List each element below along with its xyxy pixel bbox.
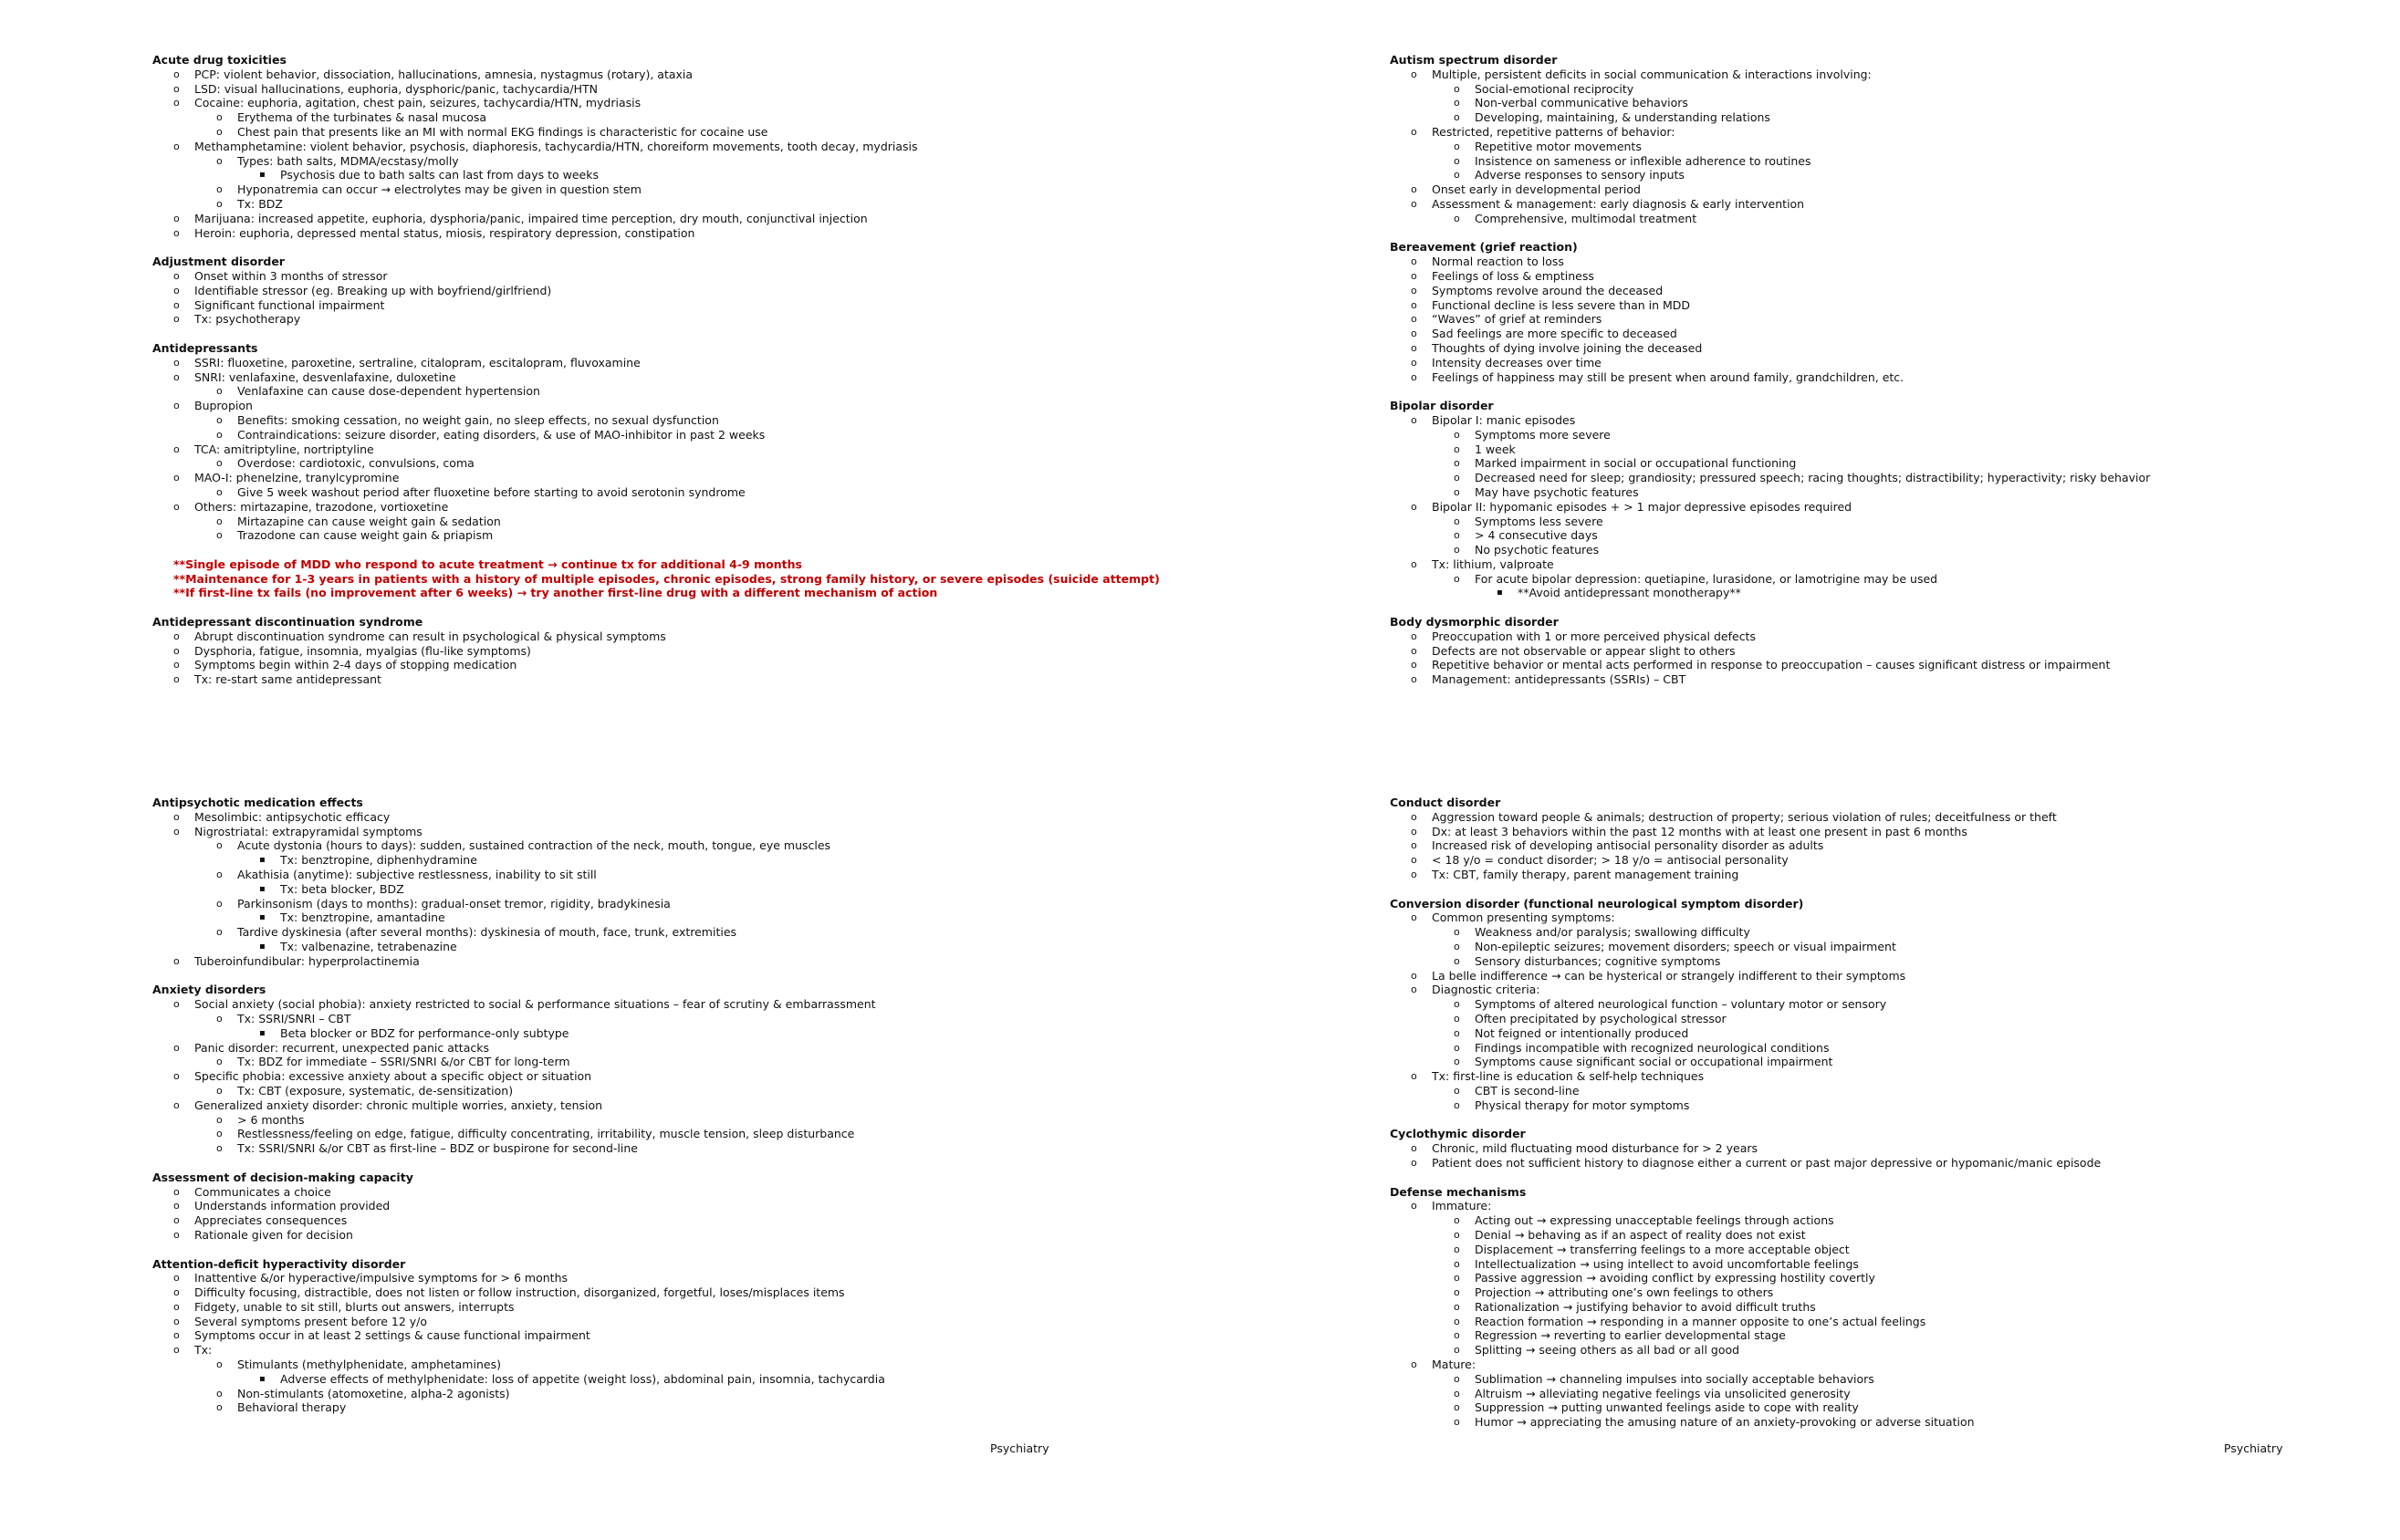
bullet-item: o Common presenting symptoms:	[1390, 910, 2375, 925]
bullet-item: o Symptoms cause significant social or occupational impairment	[1390, 1055, 2375, 1069]
bullet-item: o Symptoms less severe	[1390, 515, 2375, 529]
bullet-item: o Marked impairment in social or occupational functioning	[1390, 456, 2375, 471]
bullet-item: o Restlessness/feeling on edge, fatigue, difficulty concentrating, irritability, muscle tension, sleep disturbance	[152, 1127, 1339, 1141]
bullet-item: o Panic disorder: recurrent, unexpected panic attacks	[152, 1041, 1339, 1056]
bullet-item: o Projection → attributing one’s own feelings to others	[1390, 1285, 2375, 1300]
bullet-item: o Management: antidepressants (SSRIs) – CBT	[1390, 672, 2375, 687]
bullet-item: o Suppression → putting unwanted feelings aside to cope with reality	[1390, 1400, 2375, 1415]
section-heading: Adjustment disorder	[152, 255, 285, 269]
note-line: **Single episode of MDD who respond to acute treatment → continue tx for additional 4-9 months	[173, 557, 802, 571]
bullet-item: o Displacement → transferring feelings to a more acceptable object	[1390, 1243, 2375, 1257]
bullet-item: o Heroin: euphoria, depressed mental status, miosis, respiratory depression, constipation	[152, 226, 1339, 241]
bullet-item: o Diagnostic criteria:	[1390, 983, 2375, 997]
bullet-item: o Dx: at least 3 behaviors within the past 12 months with at least one present in past 6 months	[1390, 825, 2375, 839]
bullet-item: o Patient does not sufficient history to diagnose either a current or past major depressive or hypomanic/manic episode	[1390, 1156, 2375, 1171]
bullet-item: ▪ **Avoid antidepressant monotherapy**	[1390, 586, 2375, 600]
bullet-item: o Contraindications: seizure disorder, eating disorders, & use of MAO-inhibitor in past 2 weeks	[152, 428, 1339, 442]
bullet-item: o > 6 months	[152, 1113, 1339, 1128]
bullet-item: o Often precipitated by psychological stressor	[1390, 1012, 2375, 1026]
bullet-item: o Tx: CBT, family therapy, parent management training	[1390, 868, 2375, 882]
bullet-item: o Non-verbal communicative behaviors	[1390, 96, 2375, 110]
topic-section	[1390, 796, 2375, 882]
section-heading: Bereavement (grief reaction)	[1390, 240, 1578, 255]
bullet-item: o Developing, maintaining, & understanding relations	[1390, 110, 2375, 125]
bullet-item: o Regression → reverting to earlier developmental stage	[1390, 1328, 2375, 1343]
bullet-item: o Communicates a choice	[152, 1185, 1339, 1200]
section-heading: Body dysmorphic disorder	[1390, 615, 1559, 630]
topic-section	[152, 796, 1339, 969]
bullet-item: o Nigrostriatal: extrapyramidal symptoms	[152, 825, 1339, 839]
section-heading: Antipsychotic medication effects	[152, 796, 363, 809]
section-heading: Conduct disorder	[1390, 796, 1501, 809]
bullet-item: o Give 5 week washout period after fluoxetine before starting to avoid serotonin syndrome	[152, 485, 1339, 500]
bullet-item: o SSRI: fluoxetine, paroxetine, sertraline, citalopram, escitalopram, fluvoxamine	[152, 356, 1339, 370]
bullet-item: o Not feigned or intentionally produced	[1390, 1026, 2375, 1041]
bullet-item: o Sad feelings are more specific to deceased	[1390, 327, 2375, 341]
bullet-item: o LSD: visual hallucinations, euphoria, dysphoric/panic, tachycardia/HTN	[152, 82, 1339, 97]
bullet-item: o Tx: first-line is education & self-help techniques	[1390, 1069, 2375, 1084]
page-bottom-right	[1390, 796, 2375, 1444]
bullet-item: o Mirtazapine can cause weight gain & sedation	[152, 515, 1339, 529]
bullet-item: o Tx: BDZ	[152, 197, 1339, 212]
bullet-item: o Tx: re-start same antidepressant	[152, 672, 1339, 687]
bullet-item: o Tardive dyskinesia (after several months): dyskinesia of mouth, face, trunk, extremities	[152, 925, 1339, 940]
bullet-item: ▪ Tx: valbenazine, tetrabenazine	[152, 940, 1339, 954]
bullet-item: ▪ Adverse effects of methylphenidate: loss of appetite (weight loss), abdominal pain, insomnia, tachycardia	[152, 1372, 1339, 1387]
section-heading: Acute drug toxicities	[152, 53, 287, 67]
bullet-item: o Several symptoms present before 12 y/o	[152, 1315, 1339, 1329]
bullet-item: o Acting out → expressing unacceptable feelings through actions	[1390, 1213, 2375, 1228]
bullet-item: o Fidgety, unable to sit still, blurts out answers, interrupts	[152, 1300, 1339, 1315]
bullet-item: o Tx:	[152, 1343, 1339, 1358]
bullet-item: o Repetitive behavior or mental acts performed in response to preoccupation – causes significant distress or impairment	[1390, 658, 2375, 672]
section-heading: Conversion disorder (functional neurological symptom disorder)	[1390, 896, 1804, 910]
note-line: **If first-line tx fails (no improvement after 6 weeks) → try another first-line drug with a different mechanism of action	[173, 586, 938, 600]
bullet-item: o Aggression toward people & animals; destruction of property; serious violation of rules; deceitfulness or theft	[1390, 810, 2375, 825]
bullet-item: o Tx: SSRI/SNRI – CBT	[152, 1012, 1339, 1026]
bullet-item: o Weakness and/or paralysis; swallowing difficulty	[1390, 925, 2375, 940]
bullet-item: o Reaction formation → responding in a manner opposite to one’s actual feelings	[1390, 1315, 2375, 1329]
bullet-item: o Generalized anxiety disorder: chronic multiple worries, anxiety, tension	[152, 1098, 1339, 1113]
topic-section	[1390, 1127, 2375, 1170]
bullet-item: o Types: bath salts, MDMA/ecstasy/molly	[152, 154, 1339, 169]
bullet-item: o Venlafaxine can cause dose-dependent hypertension	[152, 384, 1339, 399]
topic-section	[152, 1171, 1339, 1243]
bullet-item: o Understands information provided	[152, 1199, 1339, 1213]
bullet-item: ▪ Psychosis due to bath salts can last from days to weeks	[152, 168, 1339, 182]
bullet-item: o Sensory disturbances; cognitive symptoms	[1390, 954, 2375, 969]
bullet-item: o Erythema of the turbinates & nasal mucosa	[152, 110, 1339, 125]
topic-section	[1390, 615, 2375, 687]
bullet-item: o Passive aggression → avoiding conflict by expressing hostility covertly	[1390, 1271, 2375, 1285]
bullet-item: o Trazodone can cause weight gain & priapism	[152, 528, 1339, 543]
section-heading: Anxiety disorders	[152, 983, 266, 997]
bullet-item: o Chest pain that presents like an MI with normal EKG findings is characteristic for cocaine use	[152, 125, 1339, 140]
bullet-item: ▪ Tx: benztropine, amantadine	[152, 910, 1339, 925]
topic-section	[152, 341, 1339, 543]
topic-section	[1390, 897, 2375, 1113]
bullet-item: o Stimulants (methylphenidate, amphetamines)	[152, 1358, 1339, 1372]
bullet-item: o Tx: CBT (exposure, systematic, de-sensitization)	[152, 1084, 1339, 1098]
topic-section	[152, 1257, 1339, 1416]
bullet-item: o CBT is second-line	[1390, 1084, 2375, 1098]
bullet-item: o Comprehensive, multimodal treatment	[1390, 212, 2375, 226]
section-heading: Autism spectrum disorder	[1390, 53, 1558, 67]
section-heading: Assessment of decision-making capacity	[152, 1170, 413, 1184]
topic-section	[1390, 240, 2375, 384]
bullet-item: o Bipolar I: manic episodes	[1390, 413, 2375, 428]
bullet-item: o Bupropion	[152, 399, 1339, 413]
bullet-item: o Restricted, repetitive patterns of behavior:	[1390, 125, 2375, 140]
bullet-item: o Tx: SSRI/SNRI &/or CBT as first-line – BDZ or buspirone for second-line	[152, 1141, 1339, 1156]
bullet-item: o Chronic, mild fluctuating mood disturbance for > 2 years	[1390, 1141, 2375, 1156]
bullet-item: o Others: mirtazapine, trazodone, vortioxetine	[152, 500, 1339, 515]
topic-section	[152, 53, 1339, 240]
bullet-item: o Intellectualization → using intellect to avoid uncomfortable feelings	[1390, 1257, 2375, 1272]
bullet-item: o Thoughts of dying involve joining the deceased	[1390, 341, 2375, 356]
topic-section	[1390, 1185, 2375, 1431]
bullet-item: o Altruism → alleviating negative feelings via unsolicited generosity	[1390, 1387, 2375, 1401]
bullet-item: o Specific phobia: excessive anxiety about a specific object or situation	[152, 1069, 1339, 1084]
bullet-item: o MAO-I: phenelzine, tranylcypromine	[152, 471, 1339, 485]
bullet-item: o Assessment & management: early diagnosis & early intervention	[1390, 197, 2375, 212]
bullet-item: o Akathisia (anytime): subjective restlessness, inability to sit still	[152, 868, 1339, 882]
bullet-item: o Onset early in developmental period	[1390, 182, 2375, 197]
section-heading: Defense mechanisms	[1390, 1184, 1527, 1199]
bullet-item: o < 18 y/o = conduct disorder; > 18 y/o = antisocial personality	[1390, 853, 2375, 868]
bullet-item: o Findings incompatible with recognized neurological conditions	[1390, 1041, 2375, 1056]
bullet-item: o Intensity decreases over time	[1390, 356, 2375, 370]
bullet-item: o Non-epileptic seizures; movement disorders; speech or visual impairment	[1390, 940, 2375, 954]
footer-label: Psychiatry	[990, 1441, 1049, 1455]
bullet-item: o Splitting → seeing others as all bad or all good	[1390, 1343, 2375, 1358]
bullet-item: o Physical therapy for motor symptoms	[1390, 1098, 2375, 1113]
bullet-item: o TCA: amitriptyline, nortriptyline	[152, 442, 1339, 457]
bullet-item: o Tx: psychotherapy	[152, 312, 1339, 327]
bullet-item: o Symptoms of altered neurological function – voluntary motor or sensory	[1390, 997, 2375, 1012]
bullet-item: o > 4 consecutive days	[1390, 528, 2375, 543]
bullet-item: o May have psychotic features	[1390, 485, 2375, 500]
bullet-item: o 1 week	[1390, 442, 2375, 457]
bullet-item: o Preoccupation with 1 or more perceived physical defects	[1390, 630, 2375, 644]
topic-section	[152, 255, 1339, 327]
section-heading: Antidepressants	[152, 340, 258, 355]
bullet-item: o Cocaine: euphoria, agitation, chest pain, seizures, tachycardia/HTN, mydriasis	[152, 96, 1339, 110]
note-line: **Maintenance for 1-3 years in patients with a history of multiple episodes, chronic episodes, strong family history, or severe episodes (suicide attempt)	[173, 571, 1160, 586]
bullet-item: o Multiple, persistent deficits in social communication & interactions involving:	[1390, 68, 2375, 82]
bullet-item: o Tx: lithium, valproate	[1390, 557, 2375, 572]
bullet-item: o Humor → appreciating the amusing nature of an anxiety-provoking or adverse situation	[1390, 1415, 2375, 1430]
footer-label: Psychiatry	[2224, 1441, 2283, 1455]
bullet-item: o Increased risk of developing antisocial personality disorder as adults	[1390, 838, 2375, 853]
bullet-item: o Normal reaction to loss	[1390, 255, 2375, 269]
bullet-item: o Methamphetamine: violent behavior, psychosis, diaphoresis, tachycardia/HTN, choreiform movements, tooth decay, mydriasis	[152, 140, 1339, 154]
page-bottom-left	[152, 796, 1339, 1430]
bullet-item: o Difficulty focusing, distractible, does not listen or follow instruction, disorganized, forgetful, loses/misplaces items	[152, 1285, 1339, 1300]
bullet-item: o Repetitive motor movements	[1390, 140, 2375, 154]
bullet-item: o PCP: violent behavior, dissociation, hallucinations, amnesia, nystagmus (rotary), ataxia	[152, 68, 1339, 82]
bullet-item: ▪ Tx: beta blocker, BDZ	[152, 882, 1339, 897]
topic-section	[152, 615, 1339, 687]
section-heading: Bipolar disorder	[1390, 399, 1494, 413]
topic-section	[1390, 399, 2375, 600]
bullet-item: o Significant functional impairment	[152, 298, 1339, 313]
bullet-item: o Onset within 3 months of stressor	[152, 269, 1339, 284]
section-heading: Cyclothymic disorder	[1390, 1127, 1526, 1141]
bullet-item: ▪ Tx: benztropine, diphenhydramine	[152, 853, 1339, 868]
bullet-item: o Identifiable stressor (eg. Breaking up with boyfriend/girlfriend)	[152, 284, 1339, 298]
bullet-item: o SNRI: venlafaxine, desvenlafaxine, duloxetine	[152, 370, 1339, 385]
bullet-item: ▪ Beta blocker or BDZ for performance-only subtype	[152, 1026, 1339, 1041]
page-top-right	[1390, 53, 2375, 702]
clinical-notes	[152, 557, 1339, 600]
bullet-item: o Social-emotional reciprocity	[1390, 82, 2375, 97]
bullet-item: o Social anxiety (social phobia): anxiety restricted to social & performance situations – fear of scrutiny & embarrassment	[152, 997, 1339, 1012]
bullet-item: o Non-stimulants (atomoxetine, alpha-2 agonists)	[152, 1387, 1339, 1401]
bullet-item: o Tuberoinfundibular: hyperprolactinemia	[152, 954, 1339, 969]
bullet-item: o Hyponatremia can occur → electrolytes may be given in question stem	[152, 182, 1339, 197]
bullet-item: o Symptoms more severe	[1390, 428, 2375, 442]
bullet-item: o Marijuana: increased appetite, euphoria, dysphoria/panic, impaired time perception, dry mouth, conjunctival injection	[152, 212, 1339, 226]
bullet-item: o “Waves” of grief at reminders	[1390, 312, 2375, 327]
bullet-item: o Feelings of happiness may still be present when around family, grandchildren, etc.	[1390, 370, 2375, 385]
bullet-item: o Symptoms revolve around the deceased	[1390, 284, 2375, 298]
bullet-item: o Mesolimbic: antipsychotic efficacy	[152, 810, 1339, 825]
bullet-item: o Behavioral therapy	[152, 1400, 1339, 1415]
bullet-item: o Inattentive &/or hyperactive/impulsive symptoms for > 6 months	[152, 1271, 1339, 1285]
bullet-item: o Tx: BDZ for immediate – SSRI/SNRI &/or CBT for long-term	[152, 1055, 1339, 1069]
bullet-item: o For acute bipolar depression: quetiapine, lurasidone, or lamotrigine may be used	[1390, 572, 2375, 587]
bullet-item: o Mature:	[1390, 1358, 2375, 1372]
bullet-item: o Dysphoria, fatigue, insomnia, myalgias (flu-like symptoms)	[152, 644, 1339, 659]
topic-section	[1390, 53, 2375, 226]
bullet-item: o Feelings of loss & emptiness	[1390, 269, 2375, 284]
bullet-item: o No psychotic features	[1390, 543, 2375, 557]
bullet-item: o Insistence on sameness or inflexible adherence to routines	[1390, 154, 2375, 169]
bullet-item: o Benefits: smoking cessation, no weight gain, no sleep effects, no sexual dysfunction	[152, 413, 1339, 428]
section-heading: Antidepressant discontinuation syndrome	[152, 615, 423, 630]
bullet-item: o Symptoms occur in at least 2 settings & cause functional impairment	[152, 1328, 1339, 1343]
bullet-item: o Defects are not observable or appear slight to others	[1390, 644, 2375, 659]
bullet-item: o Acute dystonia (hours to days): sudden, sustained contraction of the neck, mouth, tongue, eye muscles	[152, 838, 1339, 853]
section-heading: Attention-deficit hyperactivity disorder	[152, 1256, 406, 1271]
bullet-item: o Adverse responses to sensory inputs	[1390, 168, 2375, 182]
bullet-item: o Sublimation → channeling impulses into socially acceptable behaviors	[1390, 1372, 2375, 1387]
bullet-item: o Immature:	[1390, 1199, 2375, 1213]
bullet-item: o Bipolar II: hypomanic episodes + > 1 major depressive episodes required	[1390, 500, 2375, 515]
bullet-item: o Decreased need for sleep; grandiosity; pressured speech; racing thoughts; distractibility; hyperactivity; risky behavior	[1390, 471, 2375, 485]
bullet-item: o Overdose: cardiotoxic, convulsions, coma	[152, 456, 1339, 471]
page-top-left	[152, 53, 1339, 702]
bullet-item: o Symptoms begin within 2-4 days of stopping medication	[152, 658, 1339, 672]
bullet-item: o La belle indifference → can be hysterical or strangely indifferent to their symptoms	[1390, 969, 2375, 983]
bullet-item: o Denial → behaving as if an aspect of reality does not exist	[1390, 1228, 2375, 1243]
bullet-item: o Functional decline is less severe than in MDD	[1390, 298, 2375, 313]
bullet-item: o Rationalization → justifying behavior to avoid difficult truths	[1390, 1300, 2375, 1315]
bullet-item: o Rationale given for decision	[152, 1228, 1339, 1243]
bullet-item: o Abrupt discontinuation syndrome can result in psychological & physical symptoms	[152, 630, 1339, 644]
bullet-item: o Parkinsonism (days to months): gradual-onset tremor, rigidity, bradykinesia	[152, 897, 1339, 911]
bullet-item: o Appreciates consequences	[152, 1213, 1339, 1228]
topic-section	[152, 983, 1339, 1156]
